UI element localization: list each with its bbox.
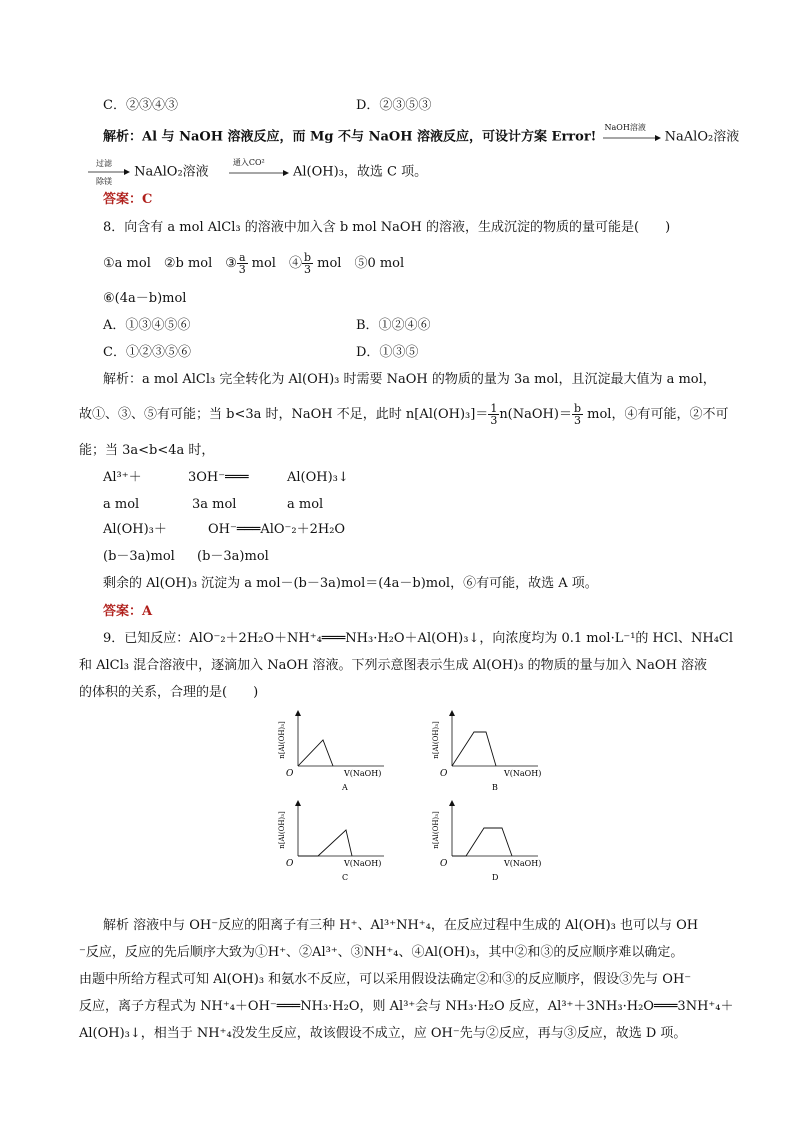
choice-text: ①a mol ②b mol ③ xyxy=(103,256,237,271)
graph-xlabel: V(NaOH) xyxy=(344,769,382,778)
option-d-q7: D．②③⑤③ xyxy=(356,98,432,113)
eq2-left: Al(OH)₃＋ xyxy=(103,522,167,537)
analysis-q7-line1 xyxy=(103,123,740,147)
eq1-mid: 3OH⁻═══ xyxy=(188,470,249,485)
analysis-q9-line3: 由题中所给方程式可知 Al(OH)₃ 和氨水不反应，可以采用假设法确定②和③的反应顺序，假设③先与 OH⁻ xyxy=(79,972,692,987)
graph-xlabel: V(NaOH) xyxy=(504,859,542,868)
denominator: 3 xyxy=(490,414,498,427)
analysis-text: 故①、③、⑤有可能；当 b<3a 时，NaOH 不足，此时 n[Al(OH)₃]＝ xyxy=(79,407,489,422)
analysis-q8-line1: 解析：a mol AlCl₃ 完全转化为 Al(OH)₃ 时需要 NaOH 的物质的量为 3a mol，且沉淀最大值为 a mol， xyxy=(103,372,716,387)
q8-choices-line xyxy=(103,250,404,278)
analysis-text: 解析：Al 与 NaOH 溶液反应，而 Mg 不与 NaOH 溶液反应，可设计方案 Error! xyxy=(103,129,597,145)
denominator: 3 xyxy=(573,414,581,427)
choice-text: mol ⑤0 mol xyxy=(313,256,405,271)
product-text: NaAlO₂溶液 xyxy=(664,129,740,145)
fraction-1-3 xyxy=(488,403,499,426)
product-text: NaAlO₂溶液 xyxy=(134,164,209,180)
graph-origin: O xyxy=(286,769,294,779)
graph-ylabel: n[Al(OH)₃] xyxy=(278,811,286,849)
reaction-arrow xyxy=(601,123,661,146)
denominator: 3 xyxy=(303,263,311,276)
analysis-q7-line2 xyxy=(86,158,428,186)
numerator: b xyxy=(573,402,581,415)
numerator: b xyxy=(303,251,311,264)
eq2-amount-left: (b－3a)mol xyxy=(103,549,175,564)
arrow-label-bottom: 除镁 xyxy=(96,177,112,186)
answer-q7: 答案：C xyxy=(103,192,153,207)
graph-label-c: C xyxy=(342,873,349,882)
analysis-text: mol，④有可能，②不可 xyxy=(583,407,729,422)
graph-b xyxy=(432,710,542,792)
fraction-b-3 xyxy=(302,252,313,275)
graph-xlabel: V(NaOH) xyxy=(344,859,382,868)
question-9-line3: 的体积的关系，合理的是( ) xyxy=(79,685,259,700)
analysis-q9-line4: 反应，离子方程式为 NH⁺₄＋OH⁻═══NH₃·H₂O，则 Al³⁺会与 NH₃·H₂O 反应，Al³⁺＋3NH₃·H₂O═══3NH⁺₄＋ xyxy=(79,999,734,1014)
q8-option-b: B．①②④⑥ xyxy=(356,318,431,333)
question-9-line2: 和 AlCl₃ 混合溶液中，逐滴加入 NaOH 溶液。下列示意图表示生成 Al(OH)₃ 的物质的量与加入 NaOH 溶液 xyxy=(79,658,708,673)
arrow-label: NaOH溶液 xyxy=(604,123,646,132)
numerator: 1 xyxy=(490,402,498,415)
graph-a xyxy=(278,710,388,792)
analysis-q8-line3: 能；当 3a<b<4a 时， xyxy=(79,443,215,458)
reaction-arrow xyxy=(86,159,130,186)
analysis-text: n(NaOH)＝ xyxy=(499,407,572,422)
reaction-arrow xyxy=(227,158,289,181)
numerator: a xyxy=(238,251,246,264)
graph-label-b: B xyxy=(492,783,498,792)
q8-option-d: D．①③⑤ xyxy=(356,345,419,360)
question-9-line1: 9．已知反应：AlO⁻₂＋2H₂O＋NH⁺₄═══NH₃·H₂O＋Al(OH)₃↓，向浓度均为 0.1 mol·L⁻¹的 HCl、NH₄Cl xyxy=(103,631,734,646)
question-8: 8．向含有 a mol AlCl₃ 的溶液中加入含 b mol NaOH 的溶液，生成沉淀的物质的量可能是( ) xyxy=(103,220,671,235)
eq1-left: Al³⁺＋ xyxy=(103,470,142,485)
graph-origin: O xyxy=(286,859,294,869)
q8-option-c: C．①②③⑤⑥ xyxy=(103,345,191,360)
analysis-q8-conclusion: 剩余的 Al(OH)₃ 沉淀为 a mol－(b－3a)mol＝(4a－b)mol，⑥有可能，故选 A 项。 xyxy=(103,576,598,591)
q8-choice-6: ⑥(4a－b)mol xyxy=(103,291,187,306)
graph-ylabel: n[Al(OH)₃] xyxy=(432,721,440,759)
analysis-q9-line1: 解析 溶液中与 OH⁻反应的阳离子有三种 H⁺、Al³⁺NH⁺₄，在反应过程中生成的 Al(OH)₃ 也可以与 OH xyxy=(103,918,699,933)
eq1-amount-mid: 3a mol xyxy=(192,497,237,512)
graph-origin: O xyxy=(440,859,448,869)
choice-text: mol ④ xyxy=(247,256,302,271)
analysis-q9-line5: Al(OH)₃↓，相当于 NH⁺₄没发生反应，故该假设不成立，应 OH⁻先与②反应，再与③反应，故选 D 项。 xyxy=(79,1026,687,1041)
answer-q8: 答案：A xyxy=(103,604,153,619)
product-text: Al(OH)₃，故选 C 项。 xyxy=(292,164,428,180)
option-c-q7: C．②③④③ xyxy=(103,98,178,113)
eq1-amount-left: a mol xyxy=(103,497,140,512)
graph-xlabel: V(NaOH) xyxy=(504,769,542,778)
analysis-q8-line2 xyxy=(79,401,728,429)
graph-label-d: D xyxy=(492,873,499,882)
analysis-q9-line2: ⁻反应，反应的先后顺序大致为①H⁺、②Al³⁺、③NH⁺₄、④Al(OH)₃，其中②和③的反应顺序难以确定。 xyxy=(79,945,684,960)
fraction-b-3 xyxy=(572,403,583,426)
graph-ylabel: n[Al(OH)₃] xyxy=(432,811,440,849)
fraction-a-3 xyxy=(237,252,248,275)
eq2-amount-right: (b－3a)mol xyxy=(197,549,269,564)
arrow-label: 通入CO² xyxy=(232,158,265,167)
denominator: 3 xyxy=(238,263,246,276)
eq2-right: OH⁻═══AlO⁻₂＋2H₂O xyxy=(208,522,346,537)
graph-c xyxy=(278,800,388,882)
graph-origin: O xyxy=(440,769,448,779)
graph-d xyxy=(432,800,542,882)
graph-ylabel: n[Al(OH)₃] xyxy=(278,721,286,759)
q8-option-a: A．①③④⑤⑥ xyxy=(103,318,191,333)
graph-label-a: A xyxy=(342,783,348,792)
arrow-label-top: 过滤 xyxy=(96,159,112,168)
eq1-right: Al(OH)₃↓ xyxy=(287,470,349,485)
eq1-amount-right: a mol xyxy=(287,497,324,512)
